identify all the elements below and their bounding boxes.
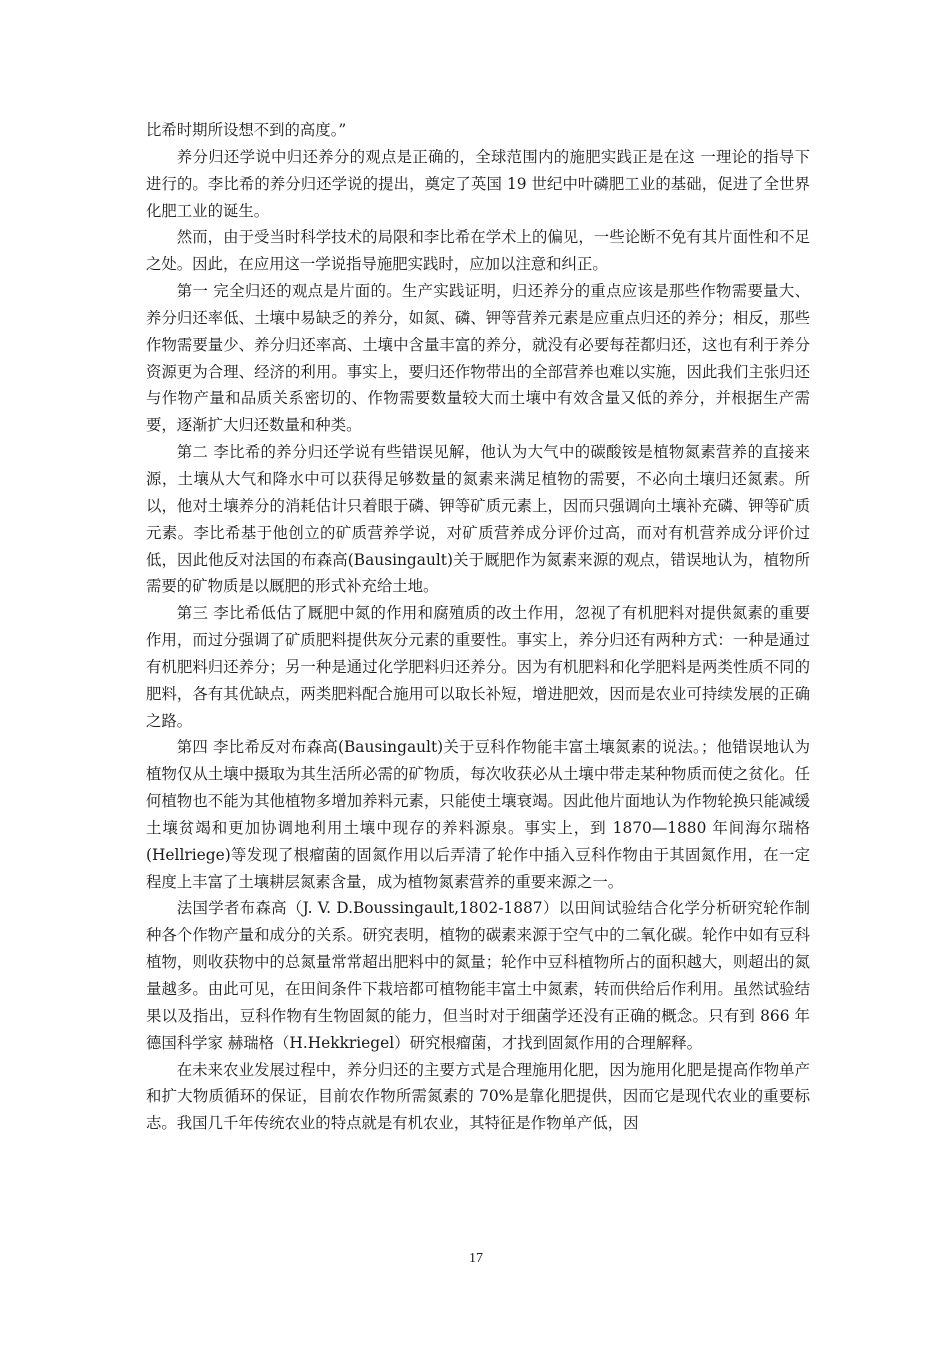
paragraph: 第一 完全归还的观点是片面的。生产实践证明，归还养分的重点应该是那些作物需要量大、养分归还率低、土壤中易缺乏的养分，如氮、磷、钾等营养元素是应重点归还的养分；相反，那些作物需要量少、养分归还率高、土壤中含量丰富的养分，就没有必要每茬都归还，这也有利于养分资源更为合理、经济的利用。事实上，要归还作物带出的全部营养也难以实施，因此我们主张归还与作物产量和品质关系密切的、作物需要数量较大而土壤中有效含量又低的养分，并根据生产需要，逐渐扩大归还数量和种类。 xyxy=(146,282,810,435)
page-number: 17 xyxy=(469,1251,483,1266)
paragraph: 第二 李比希的养分归还学说有些错误见解，他认为大气中的碳酸铵是植物氮素营养的直接来源，土壤从大气和降水中可以获得足够数量的氮素来满足植物的需要，不必向土壤归还氮素。所以，他对土壤养分的消耗估计只着眼于磷、钾等矿质元素上，因而只强调向土壤补充磷、钾等矿质元素。李比希基于他创立的矿质营养学说，对矿质营养成分评价过高，而对有机营养成分评价过低，因此他反对法国的布森高(Bausingault)关于厩肥作为氮素来源的观点，错误地认为，植物所需要的矿物质是以厩肥的形式补充给土地。 xyxy=(146,443,810,596)
paragraph: 在未来农业发展过程中，养分归还的主要方式是合理施用化肥，因为施用化肥是提高作物单产和扩大物质循环的保证，目前农作物所需氮素的 70%是靠化肥提供，因而它是现代农业的重要标志。我国几千年传统农业的特点就是有机农业，其特征是作物单产低，因 xyxy=(146,1060,810,1133)
paragraph: 法国学者布森高（J. V. D.Boussingault,1802-1887）以田间试验结合化学分析研究轮作制种各个作物产量和成分的关系。研究表明，植物的碳素来源于空气中的二氧化碳。轮作中如有豆科植物，则收获物中的总氮量常常超出肥料中的氮量；轮作中豆科植物所占的面积越大，则超出的氮量越多。由此可见，在田间条件下栽培都可植物能丰富土中氮素，转而供给后作利用。虽然试验结果以及指出，豆科作物有生物固氮的能力，但当时对于细菌学还没有正确的概念。只有到 866 年德国科学家 赫瑞格（H.Hekkriegel）研究根瘤菌，才找到固氮作用的合理解释。 xyxy=(146,899,810,1052)
paragraph: 第四 李比希反对布森高(Bausingault)关于豆科作物能丰富土壤氮素的说法。；他错误地认为植物仅从土壤中摄取为其生活所必需的矿物质，每次收获必从土壤中带走某种物质而使之贫化。任何植物也不能为其他植物多增加养料元素，只能使土壤衰竭。因此他片面地认为作物轮换只能减缓土壤贫竭和更加协调地利用土壤中现存的养料源泉。事实上，到 1870—1880 年间海尔瑞格(Hellriege)等发现了根瘤菌的固氮作用以后弄清了轮作中插入豆科作物由于其固氮作用，在一定程度上丰富了土壤耕层氮素含量，成为植物氮素营养的重要来源之一。 xyxy=(146,738,810,891)
paragraph: 比希时期所设想不到的高度。” xyxy=(146,121,347,139)
paragraph: 然而，由于受当时科学技术的局限和李比希在学术上的偏见，一些论断不免有其片面性和不足之处。因此，在应用这一学说指导施肥实践时，应加以注意和纠正。 xyxy=(146,228,810,274)
paragraph: 第三 李比希低估了厩肥中氮的作用和腐殖质的改土作用，忽视了有机肥料对提供氮素的重要作用，而过分强调了矿质肥料提供灰分元素的重要性。事实上，养分归还有两种方式：一种是通过有机肥料归还养分；另一种是通过化学肥料归还养分。因为有机肥料和化学肥料是两类性质不同的肥料，各有其优缺点，两类肥料配合施用可以取长补短，增进肥效，因而是农业可持续发展的正确之路。 xyxy=(146,604,810,730)
paragraph: 养分归还学说中归还养分的观点是正确的，全球范围内的施肥实践正是在这 一理论的指导下进行的。李比希的养分归还学说的提出，奠定了英国 19 世纪中叶磷肥工业的基础，促进了全世界化肥工业的诞生。 xyxy=(146,147,810,220)
body-text xyxy=(146,117,810,1137)
